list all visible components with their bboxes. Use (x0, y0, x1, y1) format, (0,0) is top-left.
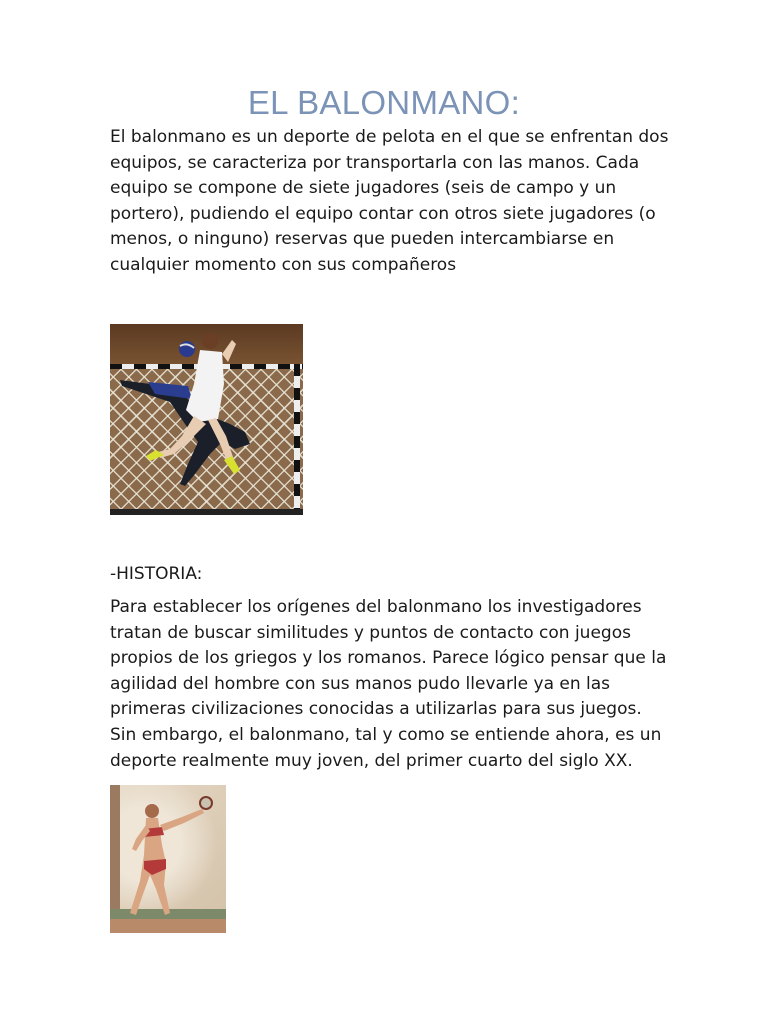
mosaic-figure-illustration (110, 785, 226, 933)
history-paragraph: Para establecer los orígenes del balonmano los investigadores tratan de buscar similitudes y puntos de contacto con juegos propios de los griegos y los romanos. Parece lógico pensar que la agilidad del hombre con sus manos pudo llevarle ya en las primeras civilizaciones conocidas a utilizarlas para sus juegos. Sin embargo, el balonmano, tal y como se entiende ahora, es un deporte realmente muy joven, del primer cuarto del siglo XX. (110, 597, 667, 771)
roman-mosaic-image (110, 785, 226, 933)
history-heading: -HISTORIA: (110, 564, 203, 584)
players-illustration (110, 324, 303, 515)
intro-paragraph: El balonmano es un deporte de pelota en el que se enfrentan dos equipos, se caracteriza por transportarla con las manos. Cada equipo se compone de siete jugadores (seis de campo y un portero), pudiendo el equipo contar con otros siete jugadores (o menos, o ninguno) reservas que pueden intercambiarse en cualquier momento con sus compañeros (110, 127, 669, 275)
page-title: EL BALONMANO: (247, 84, 521, 121)
handball-photo (110, 324, 303, 515)
